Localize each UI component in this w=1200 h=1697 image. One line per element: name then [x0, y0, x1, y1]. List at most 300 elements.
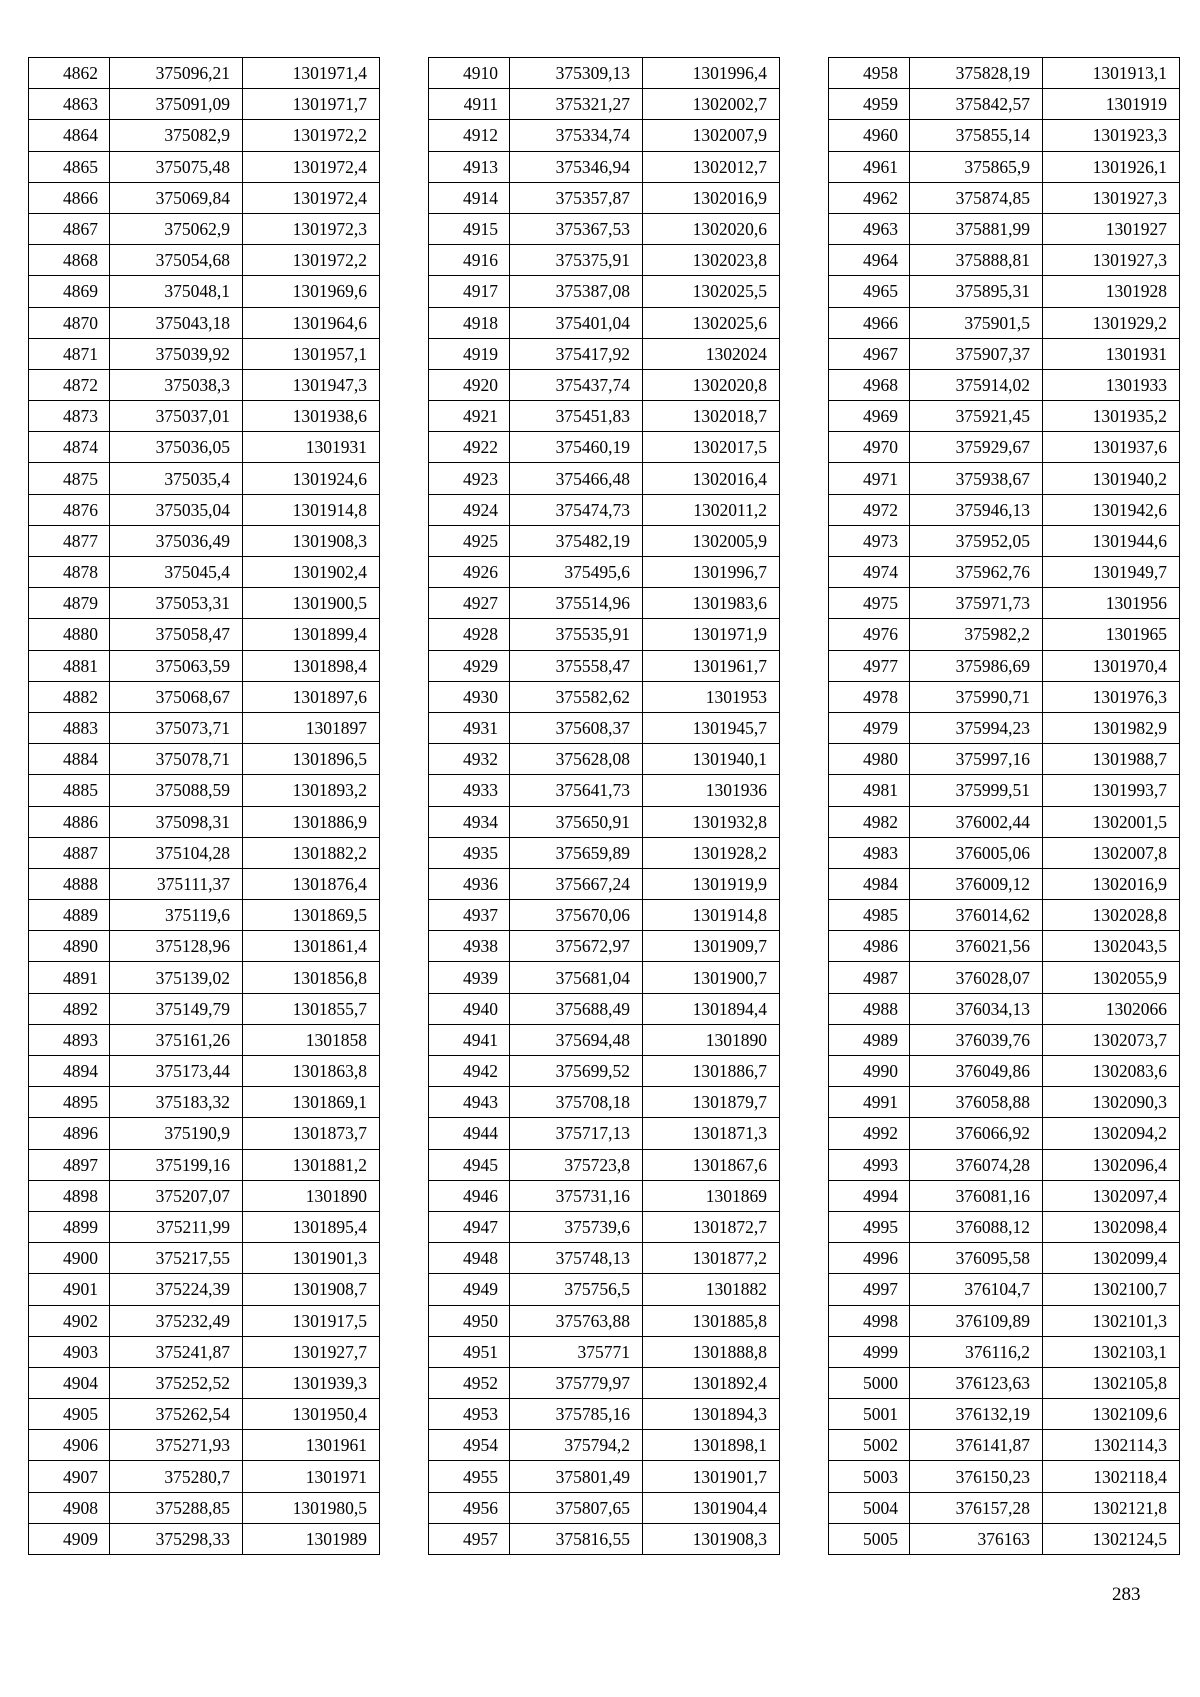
x-coordinate-cell: 375298,33	[110, 1523, 243, 1554]
table-row	[29, 993, 380, 1024]
y-coordinate-cell: 1301957,1	[243, 338, 380, 369]
x-coordinate-cell: 375241,87	[110, 1336, 243, 1367]
y-coordinate-cell: 1301856,8	[243, 962, 380, 993]
x-coordinate-cell: 375288,85	[110, 1492, 243, 1523]
point-number-cell: 4955	[429, 1461, 510, 1492]
point-number-cell: 4867	[29, 213, 110, 244]
table-row	[29, 557, 380, 588]
y-coordinate-cell: 1301908,7	[243, 1274, 380, 1305]
x-coordinate-cell: 376039,76	[910, 1024, 1043, 1055]
y-coordinate-cell: 1301892,4	[643, 1367, 780, 1398]
x-coordinate-cell: 375771	[510, 1336, 643, 1367]
y-coordinate-cell: 1301944,6	[1043, 525, 1180, 556]
table-row	[829, 463, 1180, 494]
x-coordinate-cell: 375232,49	[110, 1305, 243, 1336]
y-coordinate-cell: 1302020,6	[643, 213, 780, 244]
table-row	[829, 1118, 1180, 1149]
table-row	[829, 1305, 1180, 1336]
y-coordinate-cell: 1302002,7	[643, 89, 780, 120]
table-row	[429, 650, 780, 681]
table-row	[29, 245, 380, 276]
y-coordinate-cell: 1301947,3	[243, 369, 380, 400]
point-number-cell: 4992	[829, 1118, 910, 1149]
point-number-cell: 4871	[29, 338, 110, 369]
point-number-cell: 4976	[829, 619, 910, 650]
point-number-cell: 4993	[829, 1149, 910, 1180]
x-coordinate-cell: 375895,31	[910, 276, 1043, 307]
point-number-cell: 4985	[829, 900, 910, 931]
table-row	[29, 525, 380, 556]
table-row	[29, 1492, 380, 1523]
table-row	[29, 1211, 380, 1242]
y-coordinate-cell: 1301919,9	[643, 868, 780, 899]
table-row	[429, 1211, 780, 1242]
point-number-cell: 4868	[29, 245, 110, 276]
table-row	[429, 1461, 780, 1492]
table-row	[829, 151, 1180, 182]
table-row	[829, 837, 1180, 868]
point-number-cell: 4899	[29, 1211, 110, 1242]
y-coordinate-cell: 1301993,7	[1043, 775, 1180, 806]
x-coordinate-cell: 375717,13	[510, 1118, 643, 1149]
x-coordinate-cell: 375874,85	[910, 182, 1043, 213]
point-number-cell: 4937	[429, 900, 510, 931]
table-row	[429, 120, 780, 151]
x-coordinate-cell: 376021,56	[910, 931, 1043, 962]
point-number-cell: 4912	[429, 120, 510, 151]
table-row	[429, 1274, 780, 1305]
point-number-cell: 4885	[29, 775, 110, 806]
point-number-cell: 4865	[29, 151, 110, 182]
table-row	[429, 276, 780, 307]
x-coordinate-cell: 375063,59	[110, 650, 243, 681]
point-number-cell: 4961	[829, 151, 910, 182]
y-coordinate-cell: 1302001,5	[1043, 806, 1180, 837]
y-coordinate-cell: 1301953	[643, 681, 780, 712]
x-coordinate-cell: 375058,47	[110, 619, 243, 650]
table-row	[829, 369, 1180, 400]
x-coordinate-cell: 375437,74	[510, 369, 643, 400]
x-coordinate-cell: 376028,07	[910, 962, 1043, 993]
y-coordinate-cell: 1302121,8	[1043, 1492, 1180, 1523]
x-coordinate-cell: 375907,37	[910, 338, 1043, 369]
y-coordinate-cell: 1301940,1	[643, 744, 780, 775]
table-row	[429, 463, 780, 494]
x-coordinate-cell: 375901,5	[910, 307, 1043, 338]
table-row	[829, 307, 1180, 338]
x-coordinate-cell: 375088,59	[110, 775, 243, 806]
table-row	[29, 1367, 380, 1398]
x-coordinate-cell: 375929,67	[910, 432, 1043, 463]
point-number-cell: 4968	[829, 369, 910, 400]
y-coordinate-cell: 1302007,9	[643, 120, 780, 151]
y-coordinate-cell: 1301933	[1043, 369, 1180, 400]
x-coordinate-cell: 375309,13	[510, 58, 643, 89]
y-coordinate-cell: 1301869,1	[243, 1087, 380, 1118]
x-coordinate-cell: 375321,27	[510, 89, 643, 120]
x-coordinate-cell: 375828,19	[910, 58, 1043, 89]
table-row	[829, 1087, 1180, 1118]
table-row	[829, 401, 1180, 432]
y-coordinate-cell: 1301896,5	[243, 744, 380, 775]
point-number-cell: 4924	[429, 494, 510, 525]
x-coordinate-cell: 375952,05	[910, 525, 1043, 556]
point-number-cell: 4980	[829, 744, 910, 775]
x-coordinate-cell: 375271,93	[110, 1430, 243, 1461]
point-number-cell: 4946	[429, 1180, 510, 1211]
x-coordinate-cell: 375073,71	[110, 712, 243, 743]
point-number-cell: 4949	[429, 1274, 510, 1305]
table-row	[829, 1274, 1180, 1305]
point-number-cell: 4882	[29, 681, 110, 712]
y-coordinate-cell: 1301917,5	[243, 1305, 380, 1336]
x-coordinate-cell: 375038,3	[110, 369, 243, 400]
point-number-cell: 4869	[29, 276, 110, 307]
point-number-cell: 4938	[429, 931, 510, 962]
table-row	[29, 775, 380, 806]
y-coordinate-cell: 1302094,2	[1043, 1118, 1180, 1149]
y-coordinate-cell: 1301972,2	[243, 245, 380, 276]
y-coordinate-cell: 1301996,4	[643, 58, 780, 89]
table-row	[29, 900, 380, 931]
x-coordinate-cell: 375914,02	[910, 369, 1043, 400]
point-number-cell: 4878	[29, 557, 110, 588]
x-coordinate-cell: 375723,8	[510, 1149, 643, 1180]
x-coordinate-cell: 375045,4	[110, 557, 243, 588]
y-coordinate-cell: 1302043,5	[1043, 931, 1180, 962]
table-row	[29, 151, 380, 182]
x-coordinate-cell: 375946,13	[910, 494, 1043, 525]
x-coordinate-cell: 375482,19	[510, 525, 643, 556]
y-coordinate-cell: 1302007,8	[1043, 837, 1180, 868]
table-row	[829, 1399, 1180, 1430]
y-coordinate-cell: 1301886,9	[243, 806, 380, 837]
point-number-cell: 4960	[829, 120, 910, 151]
table-row	[429, 1118, 780, 1149]
table-row	[829, 1492, 1180, 1523]
y-coordinate-cell: 1301940,2	[1043, 463, 1180, 494]
point-number-cell: 4967	[829, 338, 910, 369]
point-number-cell: 4873	[29, 401, 110, 432]
table-row	[29, 931, 380, 962]
y-coordinate-cell: 1301942,6	[1043, 494, 1180, 525]
table-row	[829, 681, 1180, 712]
point-number-cell: 4913	[429, 151, 510, 182]
table-row	[429, 1523, 780, 1554]
table-row	[29, 338, 380, 369]
table-row	[29, 432, 380, 463]
y-coordinate-cell: 1301971	[243, 1461, 380, 1492]
x-coordinate-cell: 375460,19	[510, 432, 643, 463]
point-number-cell: 4893	[29, 1024, 110, 1055]
table-row	[429, 1430, 780, 1461]
y-coordinate-cell: 1301939,3	[243, 1367, 380, 1398]
table-row	[429, 182, 780, 213]
table-row	[29, 619, 380, 650]
y-coordinate-cell: 1301937,6	[1043, 432, 1180, 463]
table-row	[829, 1367, 1180, 1398]
point-number-cell: 4974	[829, 557, 910, 588]
x-coordinate-cell: 375748,13	[510, 1243, 643, 1274]
point-number-cell: 4926	[429, 557, 510, 588]
x-coordinate-cell: 375650,91	[510, 806, 643, 837]
point-number-cell: 4977	[829, 650, 910, 681]
table-row	[829, 931, 1180, 962]
table-row	[829, 1024, 1180, 1055]
point-number-cell: 4920	[429, 369, 510, 400]
x-coordinate-cell: 375801,49	[510, 1461, 643, 1492]
point-number-cell: 4872	[29, 369, 110, 400]
x-coordinate-cell: 375036,49	[110, 525, 243, 556]
x-coordinate-cell: 375816,55	[510, 1523, 643, 1554]
point-number-cell: 4952	[429, 1367, 510, 1398]
y-coordinate-cell: 1301908,3	[643, 1523, 780, 1554]
y-coordinate-cell: 1301882	[643, 1274, 780, 1305]
y-coordinate-cell: 1302055,9	[1043, 962, 1180, 993]
table-row	[829, 806, 1180, 837]
point-number-cell: 4898	[29, 1180, 110, 1211]
x-coordinate-cell: 375048,1	[110, 276, 243, 307]
point-number-cell: 4879	[29, 588, 110, 619]
point-number-cell: 4874	[29, 432, 110, 463]
table-row	[829, 1211, 1180, 1242]
x-coordinate-cell: 375855,14	[910, 120, 1043, 151]
table-row	[29, 120, 380, 151]
x-coordinate-cell: 375334,74	[510, 120, 643, 151]
y-coordinate-cell: 1301876,4	[243, 868, 380, 899]
point-number-cell: 4917	[429, 276, 510, 307]
table-row	[429, 151, 780, 182]
x-coordinate-cell: 375535,91	[510, 619, 643, 650]
y-coordinate-cell: 1301869,5	[243, 900, 380, 931]
table-row	[29, 588, 380, 619]
point-number-cell: 4959	[829, 89, 910, 120]
x-coordinate-cell: 375149,79	[110, 993, 243, 1024]
x-coordinate-cell: 375375,91	[510, 245, 643, 276]
point-number-cell: 4907	[29, 1461, 110, 1492]
table-row	[29, 1461, 380, 1492]
point-number-cell: 4901	[29, 1274, 110, 1305]
x-coordinate-cell: 375582,62	[510, 681, 643, 712]
point-number-cell: 4996	[829, 1243, 910, 1274]
point-number-cell: 4870	[29, 307, 110, 338]
coordinates-table-left	[28, 57, 380, 1555]
y-coordinate-cell: 1301908,3	[243, 525, 380, 556]
y-coordinate-cell: 1301961	[243, 1430, 380, 1461]
point-number-cell: 4863	[29, 89, 110, 120]
x-coordinate-cell: 375763,88	[510, 1305, 643, 1336]
point-number-cell: 4932	[429, 744, 510, 775]
table-row	[829, 1243, 1180, 1274]
coordinates-table-right	[828, 57, 1180, 1555]
point-number-cell: 5002	[829, 1430, 910, 1461]
y-coordinate-cell: 1302028,8	[1043, 900, 1180, 931]
table-row	[29, 712, 380, 743]
point-number-cell: 4897	[29, 1149, 110, 1180]
y-coordinate-cell: 1302024	[643, 338, 780, 369]
x-coordinate-cell: 375451,83	[510, 401, 643, 432]
point-number-cell: 4942	[429, 1056, 510, 1087]
x-coordinate-cell: 376109,89	[910, 1305, 1043, 1336]
point-number-cell: 4958	[829, 58, 910, 89]
table-row	[429, 307, 780, 338]
table-row	[429, 681, 780, 712]
x-coordinate-cell: 375139,02	[110, 962, 243, 993]
point-number-cell: 4888	[29, 868, 110, 899]
x-coordinate-cell: 375091,09	[110, 89, 243, 120]
table-row	[829, 588, 1180, 619]
point-number-cell: 4983	[829, 837, 910, 868]
y-coordinate-cell: 1301950,4	[243, 1399, 380, 1430]
y-coordinate-cell: 1301899,4	[243, 619, 380, 650]
x-coordinate-cell: 375173,44	[110, 1056, 243, 1087]
table-row	[829, 58, 1180, 89]
point-number-cell: 4962	[829, 182, 910, 213]
point-number-cell: 4892	[29, 993, 110, 1024]
y-coordinate-cell: 1301882,2	[243, 837, 380, 868]
y-coordinate-cell: 1301900,7	[643, 962, 780, 993]
point-number-cell: 4972	[829, 494, 910, 525]
y-coordinate-cell: 1301965	[1043, 619, 1180, 650]
y-coordinate-cell: 1302099,4	[1043, 1243, 1180, 1274]
table-row	[29, 307, 380, 338]
y-coordinate-cell: 1301938,6	[243, 401, 380, 432]
y-coordinate-cell: 1301926,1	[1043, 151, 1180, 182]
y-coordinate-cell: 1301961,7	[643, 650, 780, 681]
x-coordinate-cell: 376074,28	[910, 1149, 1043, 1180]
x-coordinate-cell: 375938,67	[910, 463, 1043, 494]
x-coordinate-cell: 375035,4	[110, 463, 243, 494]
y-coordinate-cell: 1302012,7	[643, 151, 780, 182]
x-coordinate-cell: 375183,32	[110, 1087, 243, 1118]
point-number-cell: 4954	[429, 1430, 510, 1461]
table-row	[829, 962, 1180, 993]
y-coordinate-cell: 1302090,3	[1043, 1087, 1180, 1118]
x-coordinate-cell: 375986,69	[910, 650, 1043, 681]
y-coordinate-cell: 1302005,9	[643, 525, 780, 556]
y-coordinate-cell: 1301923,3	[1043, 120, 1180, 151]
table-row	[29, 182, 380, 213]
x-coordinate-cell: 375075,48	[110, 151, 243, 182]
point-number-cell: 4936	[429, 868, 510, 899]
point-number-cell: 4911	[429, 89, 510, 120]
table-row	[829, 89, 1180, 120]
x-coordinate-cell: 375999,51	[910, 775, 1043, 806]
point-number-cell: 4889	[29, 900, 110, 931]
point-number-cell: 4963	[829, 213, 910, 244]
y-coordinate-cell: 1301931	[243, 432, 380, 463]
point-number-cell: 4887	[29, 837, 110, 868]
y-coordinate-cell: 1301879,7	[643, 1087, 780, 1118]
x-coordinate-cell: 376009,12	[910, 868, 1043, 899]
x-coordinate-cell: 375252,52	[110, 1367, 243, 1398]
x-coordinate-cell: 375054,68	[110, 245, 243, 276]
y-coordinate-cell: 1301971,9	[643, 619, 780, 650]
point-number-cell: 4883	[29, 712, 110, 743]
y-coordinate-cell: 1301867,6	[643, 1149, 780, 1180]
y-coordinate-cell: 1301913,1	[1043, 58, 1180, 89]
table-row	[429, 588, 780, 619]
table-row	[829, 1430, 1180, 1461]
point-number-cell: 4956	[429, 1492, 510, 1523]
y-coordinate-cell: 1301964,6	[243, 307, 380, 338]
y-coordinate-cell: 1301971,4	[243, 58, 380, 89]
x-coordinate-cell: 375865,9	[910, 151, 1043, 182]
point-number-cell: 4866	[29, 182, 110, 213]
table-row	[829, 213, 1180, 244]
table-row	[29, 1243, 380, 1274]
y-coordinate-cell: 1301897	[243, 712, 380, 743]
y-coordinate-cell: 1301902,4	[243, 557, 380, 588]
y-coordinate-cell: 1301982,9	[1043, 712, 1180, 743]
x-coordinate-cell: 375036,05	[110, 432, 243, 463]
x-coordinate-cell: 375881,99	[910, 213, 1043, 244]
point-number-cell: 4862	[29, 58, 110, 89]
y-coordinate-cell: 1302103,1	[1043, 1336, 1180, 1367]
x-coordinate-cell: 375785,16	[510, 1399, 643, 1430]
point-number-cell: 4953	[429, 1399, 510, 1430]
point-number-cell: 4987	[829, 962, 910, 993]
y-coordinate-cell: 1301936	[643, 775, 780, 806]
point-number-cell: 5003	[829, 1461, 910, 1492]
y-coordinate-cell: 1301893,2	[243, 775, 380, 806]
table-row	[829, 557, 1180, 588]
table-row	[429, 557, 780, 588]
x-coordinate-cell: 375667,24	[510, 868, 643, 899]
y-coordinate-cell: 1302098,4	[1043, 1211, 1180, 1242]
y-coordinate-cell: 1302114,3	[1043, 1430, 1180, 1461]
x-coordinate-cell: 376123,63	[910, 1367, 1043, 1398]
table-row	[29, 962, 380, 993]
table-row	[29, 868, 380, 899]
x-coordinate-cell: 375401,04	[510, 307, 643, 338]
x-coordinate-cell: 375096,21	[110, 58, 243, 89]
y-coordinate-cell: 1301898,4	[243, 650, 380, 681]
table-row	[829, 1461, 1180, 1492]
table-row	[429, 744, 780, 775]
table-row	[29, 213, 380, 244]
table-row	[829, 1523, 1180, 1554]
point-number-cell: 4906	[29, 1430, 110, 1461]
y-coordinate-cell: 1301898,1	[643, 1430, 780, 1461]
point-number-cell: 4876	[29, 494, 110, 525]
table-row	[429, 1305, 780, 1336]
y-coordinate-cell: 1301927	[1043, 213, 1180, 244]
table-row	[29, 837, 380, 868]
y-coordinate-cell: 1302025,6	[643, 307, 780, 338]
x-coordinate-cell: 376066,92	[910, 1118, 1043, 1149]
point-number-cell: 4877	[29, 525, 110, 556]
point-number-cell: 4900	[29, 1243, 110, 1274]
table-row	[829, 868, 1180, 899]
x-coordinate-cell: 376116,2	[910, 1336, 1043, 1367]
y-coordinate-cell: 1301976,3	[1043, 681, 1180, 712]
y-coordinate-cell: 1302105,8	[1043, 1367, 1180, 1398]
point-number-cell: 4891	[29, 962, 110, 993]
x-coordinate-cell: 375111,37	[110, 868, 243, 899]
point-number-cell: 4965	[829, 276, 910, 307]
x-coordinate-cell: 375199,16	[110, 1149, 243, 1180]
x-coordinate-cell: 375608,37	[510, 712, 643, 743]
x-coordinate-cell: 376081,16	[910, 1180, 1043, 1211]
point-number-cell: 4994	[829, 1180, 910, 1211]
table-row	[429, 338, 780, 369]
x-coordinate-cell: 376163	[910, 1523, 1043, 1554]
point-number-cell: 4934	[429, 806, 510, 837]
table-row	[29, 463, 380, 494]
x-coordinate-cell: 375807,65	[510, 1492, 643, 1523]
y-coordinate-cell: 1301894,3	[643, 1399, 780, 1430]
